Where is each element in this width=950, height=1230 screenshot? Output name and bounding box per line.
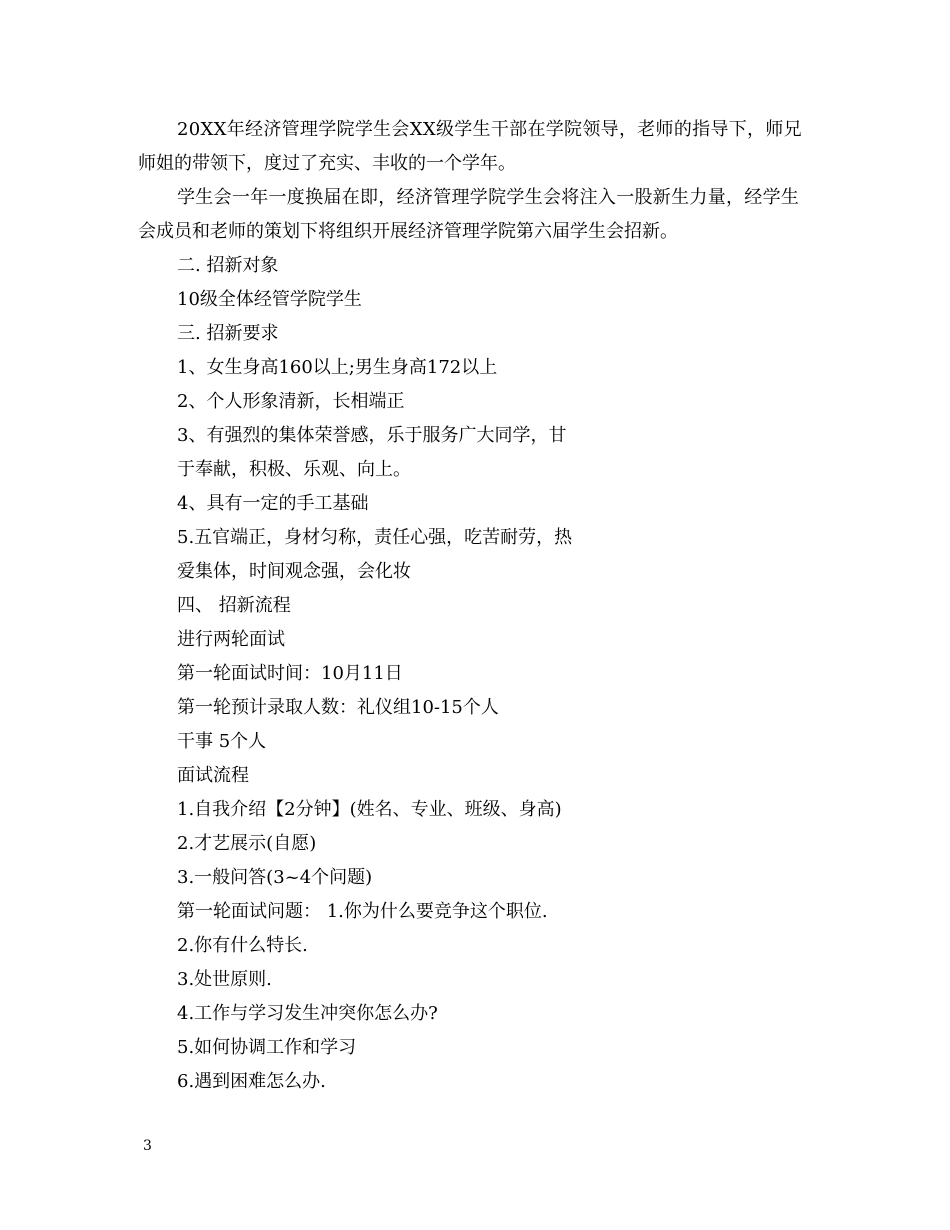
- list-item: 3、有强烈的集体荣誉感，乐于服务广大同学，甘: [177, 425, 567, 446]
- paragraph-line: 干事 5个人: [177, 731, 267, 752]
- paragraph-line: 第一轮预计录取人数：礼仪组10-15个人: [177, 697, 499, 718]
- list-item: 1.自我介绍【2分钟】(姓名、专业、班级、身高): [177, 799, 562, 820]
- list-item: 于奉献，积极、乐观、向上。: [177, 459, 411, 480]
- list-item: 5.五官端正，身材匀称，责任心强，吃苦耐劳，热: [177, 527, 573, 548]
- list-item: 2、个人形象清新，长相端正: [177, 391, 405, 412]
- list-item: 4、具有一定的手工基础: [177, 493, 369, 514]
- list-item: 4.工作与学习发生冲突你怎么办?: [177, 1003, 438, 1024]
- paragraph-line: 学生会一年一度换届在即，经济管理学院学生会将注入一股新生力量，经学生: [177, 187, 800, 208]
- list-item: 2.你有什么特长.: [177, 935, 308, 956]
- paragraph-line: 第一轮面试时间：10月11日: [177, 663, 403, 684]
- list-item: 1、女生身高160以上;男生身高172以上: [177, 357, 498, 378]
- list-item: 3.一般问答(3~4个问题): [177, 867, 373, 888]
- section-heading: 四、 招新流程: [177, 595, 291, 616]
- list-item: 爱集体，时间观念强，会化妆: [177, 561, 411, 582]
- list-item: 5.如何协调工作和学习: [177, 1037, 357, 1058]
- section-heading: 三. 招新要求: [177, 323, 279, 344]
- list-item: 2.才艺展示(自愿): [177, 833, 317, 854]
- paragraph-line: 10级全体经管学院学生: [177, 289, 362, 310]
- paragraph-line: 面试流程: [177, 765, 249, 786]
- paragraph-line: 20XX年经济管理学院学生会XX级学生干部在学院领导，老师的指导下，师兄: [177, 119, 802, 140]
- paragraph-line: 进行两轮面试: [177, 629, 285, 650]
- list-item: 第一轮面试问题： 1.你为什么要竞争这个职位.: [177, 901, 548, 922]
- section-heading: 二. 招新对象: [177, 255, 279, 276]
- list-item: 6.遇到困难怎么办.: [177, 1071, 326, 1092]
- paragraph-line: 会成员和老师的策划下将组织开展经济管理学院第六届学生会招新。: [138, 221, 678, 242]
- list-item: 3.处世原则.: [177, 969, 272, 990]
- page-number: 3: [143, 1138, 152, 1154]
- paragraph-line: 师姐的带领下，度过了充实、丰收的一个学年。: [138, 153, 516, 174]
